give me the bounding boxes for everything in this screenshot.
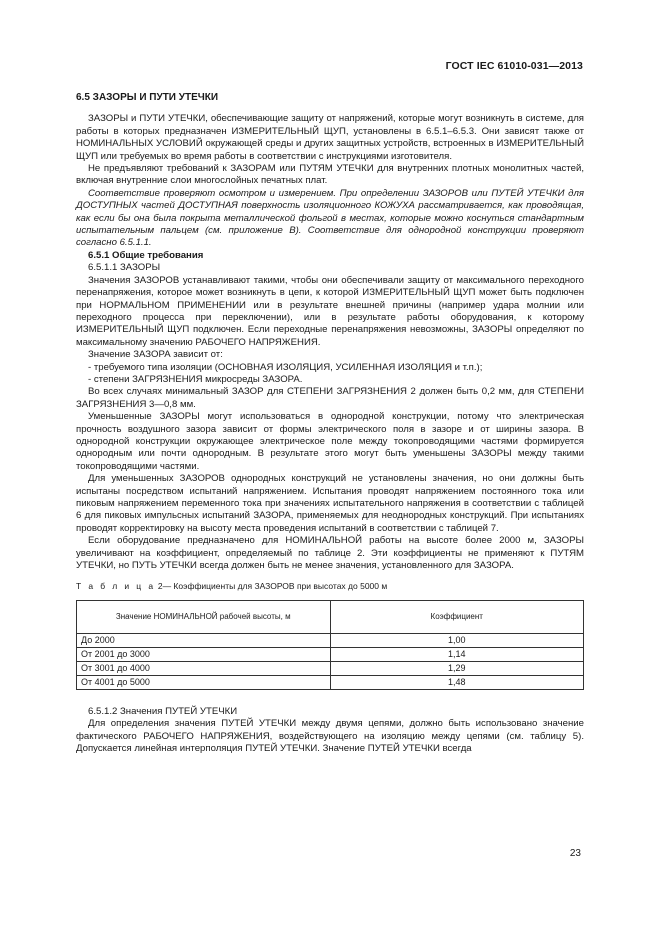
table-row — [77, 675, 584, 689]
page-content — [76, 92, 584, 755]
clearance-paragraph-3: Уменьшенные ЗАЗОРЫ могут использоваться в однородной конструкции, потому что электрическая прочность воздушного зазора зависит от формы электрического поля в зазоре и от ширины зазора. В однородной конструкции окружающее электрическое поле между токопроводящими частями формируется однородным или почти однородным. В результате этого могут быть уменьшены ЗАЗОРЫ между такими токопроводящими частями. — [76, 411, 584, 472]
table-row — [77, 633, 584, 647]
table-row — [77, 661, 584, 675]
clearance-paragraph-1: Значения ЗАЗОРОВ устанавливают такими, чтобы они обеспечивали защиту от максимального переходного перенапряжения, которое может возникнуть в цепи, к которой ИЗМЕРИТЕЛЬНЫЙ ЩУП может быть подключен при НОРМАЛЬНОМ ПРИМЕНЕНИИ или в результате внешней причины (например удара молнии или переходного процесса при переключении), или в результате работы оборудования, к которому ИЗМЕРИТЕЛЬНЫЙ ЩУП подключен. Если переходные перенапряжения невозможны, ЗАЗОРЫ определяют по максимальному значению РАБОЧЕГО НАПРЯЖЕНИЯ. — [76, 274, 584, 348]
section-title: 6.5 ЗАЗОРЫ И ПУТИ УТЕЧКИ — [76, 92, 219, 103]
creepage-paragraph-1: Для определения значения ПУТЕЙ УТЕЧКИ между двумя цепями, должно быть использовано значение фактического РАБОЧЕГО НАПРЯЖЕНИЯ, воздействующего на изоляцию между цепями (см. таблицу 5). Допускается линейная интерполяция ПУТЕЙ УТЕЧКИ. Значение ПУТЕЙ УТЕЧКИ всегда — [76, 718, 584, 755]
table-cell-coefficient: 1,48 — [330, 675, 584, 689]
standard-code: ГОСТ IEC 61010-031—2013 — [445, 60, 583, 72]
intro-paragraph-1: ЗАЗОРЫ и ПУТИ УТЕЧКИ, обеспечивающие защиту от напряжений, которые могут возникнуть в системе, для работы в которых предназначен ИЗМЕРИТЕЛЬНЫЙ ЩУП, установлены в 6.5.1–6.5.3. Они зависят также от НОМИНАЛЬНЫХ УСЛОВИЙ окружающей среды и других защитных устройств, встроенных в ИЗМЕРИТЕЛЬНЫЙ ЩУП или требуемых во время работы в соответствии с инструкциями изготовителя. — [76, 113, 584, 162]
page-number: 23 — [569, 848, 581, 859]
bullet-item: - требуемого типа изоляции (ОСНОВНАЯ ИЗОЛЯЦИЯ, УСИЛЕННАЯ ИЗОЛЯЦИЯ и т.п.); — [88, 361, 483, 373]
table-cell-height: От 4001 до 5000 — [77, 675, 331, 689]
clearance-paragraph-5: Если оборудование предназначено для НОМИНАЛЬНОЙ работы на высоте более 2000 м, ЗАЗОРЫ увеличивают на коэффициент, определяемый по таблице 2. Эти коэффициенты не применяют к ПУТЯМ УТЕЧКИ, но ПУТЬ УТЕЧКИ всегда должен быть не менее значения, установленного для ЗАЗОРА. — [76, 535, 584, 572]
bullet-item: - степени ЗАГРЯЗНЕНИЯ микросреды ЗАЗОРА. — [88, 373, 303, 385]
table-caption-text: 2— Коэффициенты для ЗАЗОРОВ при высотах до 5000 м — [157, 581, 388, 592]
intro-paragraph-2: Не предъявляют требований к ЗАЗОРАМ или ПУТЯМ УТЕЧКИ для внутренних плотных монолитных частей, включая внутренние слои многослойных печатных плат. — [76, 163, 584, 187]
clearance-paragraph-4: Для уменьшенных ЗАЗОРОВ однородных конструкций не установлены значения, но они должны быть испытаны посредством испытаний напряжением. Испытания проводят напряжением постоянного тока или пиковым напряжением переменного тока при значениях испытательного напряжения в соответствии с таблицей 6 для пиковых импульсных испытаний ЗАЗОРА, применяемых для неоднородных конструкций. При испытаниях проводят корректировку на высоту места проведения испытаний в соответствии с таблицей 7. — [76, 473, 584, 534]
table-cell-coefficient: 1,29 — [330, 661, 584, 675]
table-header-height: Значение НОМИНАЛЬНОЙ рабочей высоты, м — [77, 600, 331, 633]
table-cell-coefficient: 1,00 — [330, 633, 584, 647]
compliance-paragraph: Соответствие проверяют осмотром и измерением. При определении ЗАЗОРОВ или ПУТЕЙ УТЕЧКИ для ДОСТУПНЫХ частей ДОСТУПНАЯ поверхность изоляционного КОЖУХА рассматривается, как проводящая, как если бы она была покрыта металлической фольгой в местах, которые можно коснуться стандартным испытательным пальцем (см. приложение В). Соответствие для однородной конструкции проверяют согласно 6.5.1.1. — [76, 187, 584, 249]
table-cell-height: До 2000 — [77, 633, 331, 647]
clearance-depends: Значение ЗАЗОРА зависит от: — [88, 349, 223, 361]
subsection-title: 6.5.1 Общие требования — [88, 249, 204, 261]
table-header-coefficient: Коэффициент — [330, 600, 584, 633]
creepage-subsection-title: 6.5.1.2 Значения ПУТЕЙ УТЕЧКИ — [88, 705, 238, 717]
altitude-coefficient-table — [76, 600, 584, 690]
table-cell-height: От 3001 до 4000 — [77, 661, 331, 675]
table-cell-height: От 2001 до 3000 — [77, 647, 331, 661]
table-header-row — [77, 600, 584, 633]
table-row — [77, 647, 584, 661]
subsubsection-title: 6.5.1.1 ЗАЗОРЫ — [88, 262, 161, 274]
table-cell-coefficient: 1,14 — [330, 647, 584, 661]
table-label: Т а б л и ц а — [76, 581, 156, 592]
clearance-paragraph-2: Во всех случаях минимальный ЗАЗОР для СТЕПЕНИ ЗАГРЯЗНЕНИЯ 2 должен быть 0,2 мм, для СТЕПЕНИ ЗАГРЯЗНЕНИЯ 3—0,8 мм. — [76, 386, 584, 410]
table-caption — [76, 580, 584, 592]
